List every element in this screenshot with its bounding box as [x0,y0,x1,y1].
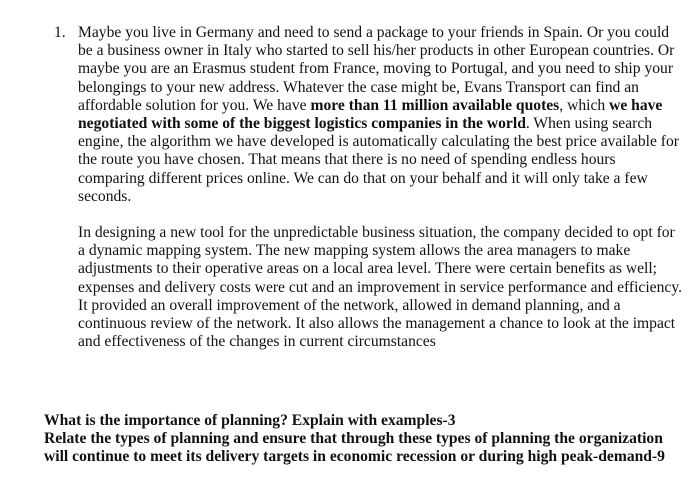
case-emphasis-quotes: more than 11 million available quotes [310,96,560,114]
item-body [78,24,684,351]
item-number: 1. [54,24,66,41]
case-emphasis-logistics: we have negotiated with some of the biggest logistics companies in the world [78,96,663,133]
case-text-1a: Maybe you live in Germany and need to send a package to your friends in Spain. Or you could be a business owner in Italy who started to sell his/her products in other European countries. Or maybe you are an Erasmus student from France, moving to Portugal, and you need to ship your belongings to your new address. Whatever the case might be, Evans Transport can find an affordable solution for you. We have [78,24,675,114]
case-paragraph-2: In designing a new tool for the unpredictable business situation, the company decided to opt for a dynamic mapping system. The new mapping system allows the area managers to make adjustments to their operative areas on a local area level. There were certain benefits as well; expenses and delivery costs were cut and an improvement in service performance and efficiency. It provided an overall improvement of the network, allowed in demand planning, and a continuous review of the network. It also allows the management a chance to look at the impact and effectiveness of the changes in current circumstances [78,224,683,351]
questions-block [44,412,684,467]
case-text-1c: . When using search engine, the algorithm we have developed is automatically calculating the best price available for the route you have chosen. That means that there is no need of spending endless hours comparing different prices online. We can do that on your behalf and it will only take a few seconds. [78,115,679,205]
question-2: Relate the types of planning and ensure that through these types of planning the organization will continue to meet its delivery targets in economic recession or during high peak-demand-9 [44,430,665,466]
list-item-1 [54,24,684,351]
question-1: What is the importance of planning? Explain with examples-3 [44,412,456,429]
case-paragraph-1 [78,24,684,206]
case-text-1b: , which [559,96,610,114]
